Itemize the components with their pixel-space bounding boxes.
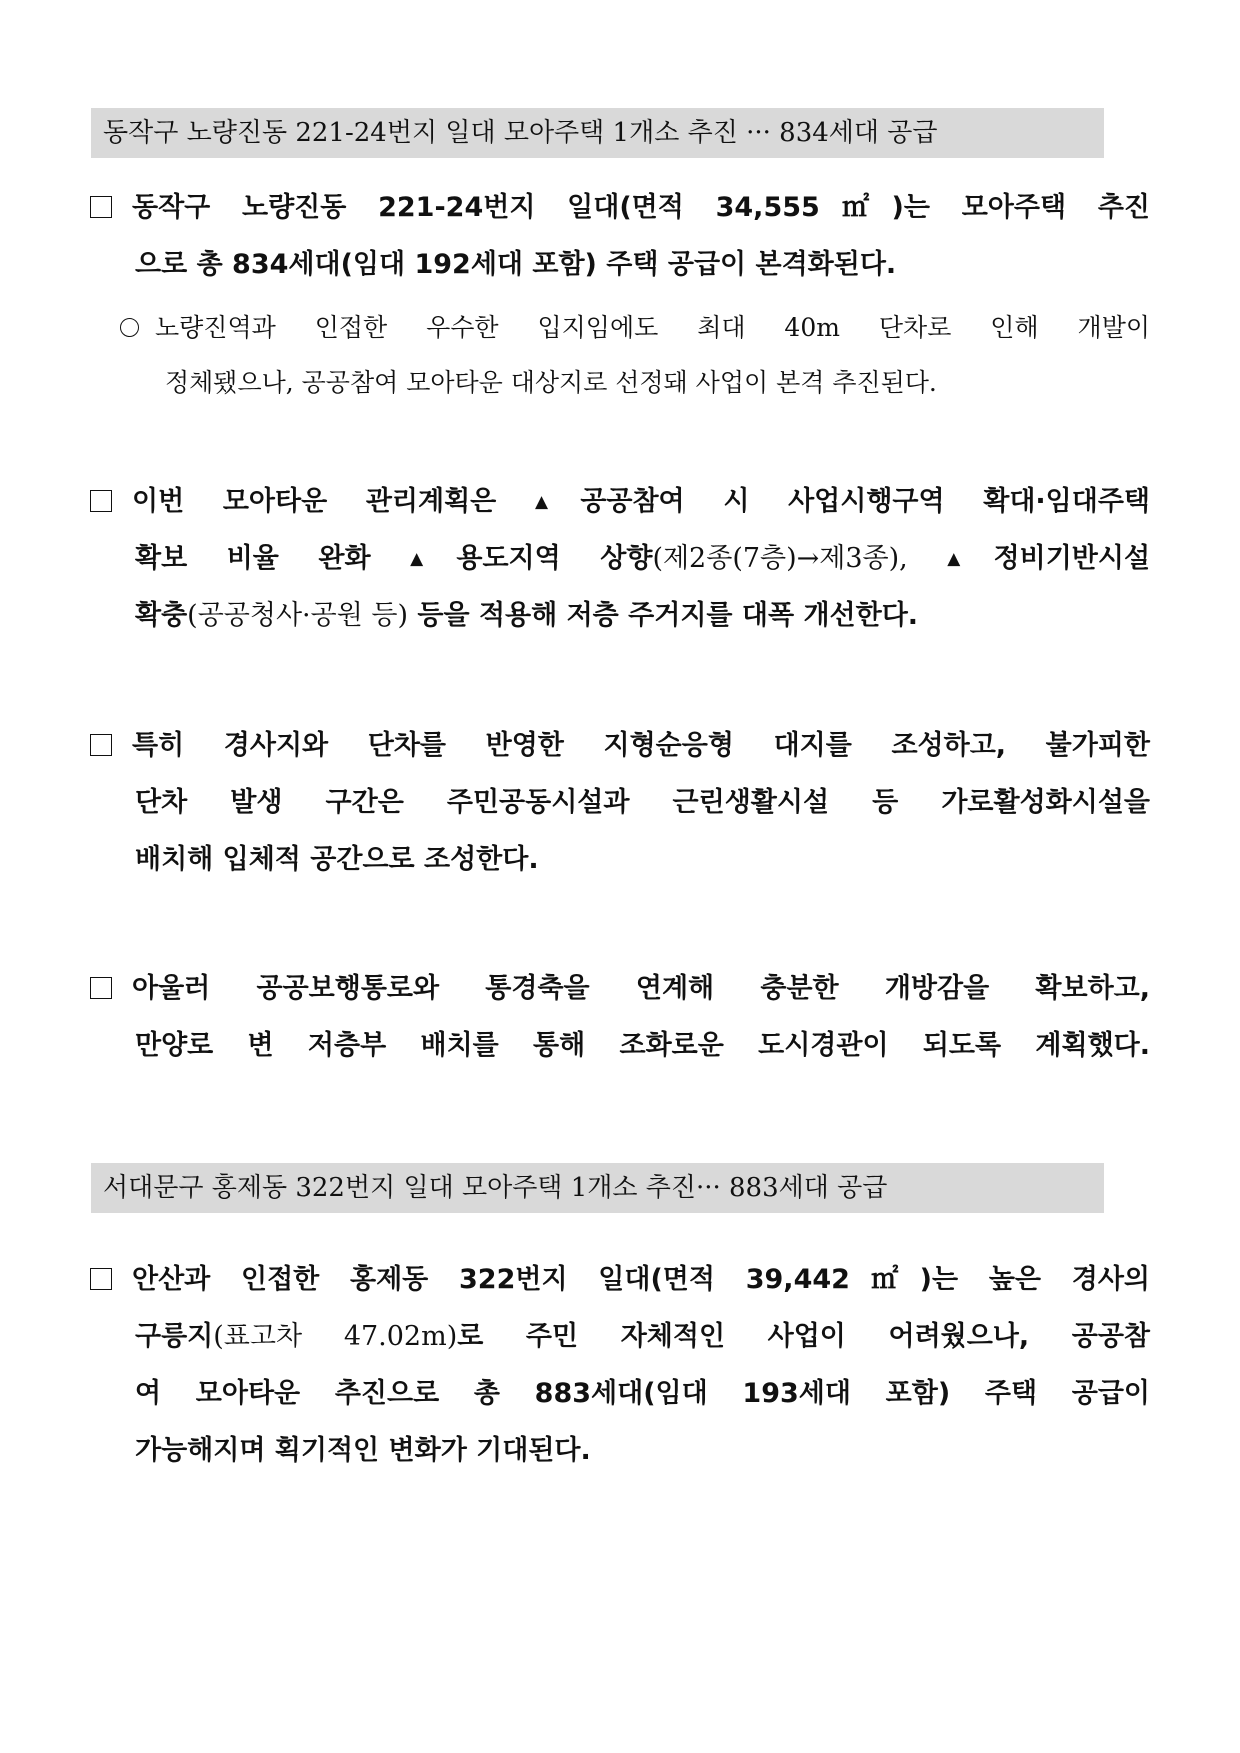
checkbox-bullet-icon bbox=[90, 1268, 112, 1290]
triangle-marker-icon: ▲ bbox=[410, 549, 454, 569]
circle-bullet-icon bbox=[120, 318, 139, 337]
triangle-marker-icon: ▲ bbox=[947, 549, 991, 569]
checkbox-bullet-icon bbox=[90, 977, 112, 999]
triangle-marker-icon: ▲ bbox=[534, 492, 578, 512]
section-heading: 동작구 노량진동 221-24번지 일대 모아주택 1개소 추진 ··· 834세대 공급 bbox=[91, 108, 1104, 158]
checkbox-bullet-icon bbox=[90, 490, 112, 512]
section-heading: 서대문구 홍제동 322번지 일대 모아주택 1개소 추진··· 883세대 공급 bbox=[91, 1163, 1104, 1213]
checkbox-bullet-icon bbox=[90, 196, 112, 218]
checkbox-bullet-icon bbox=[90, 734, 112, 756]
